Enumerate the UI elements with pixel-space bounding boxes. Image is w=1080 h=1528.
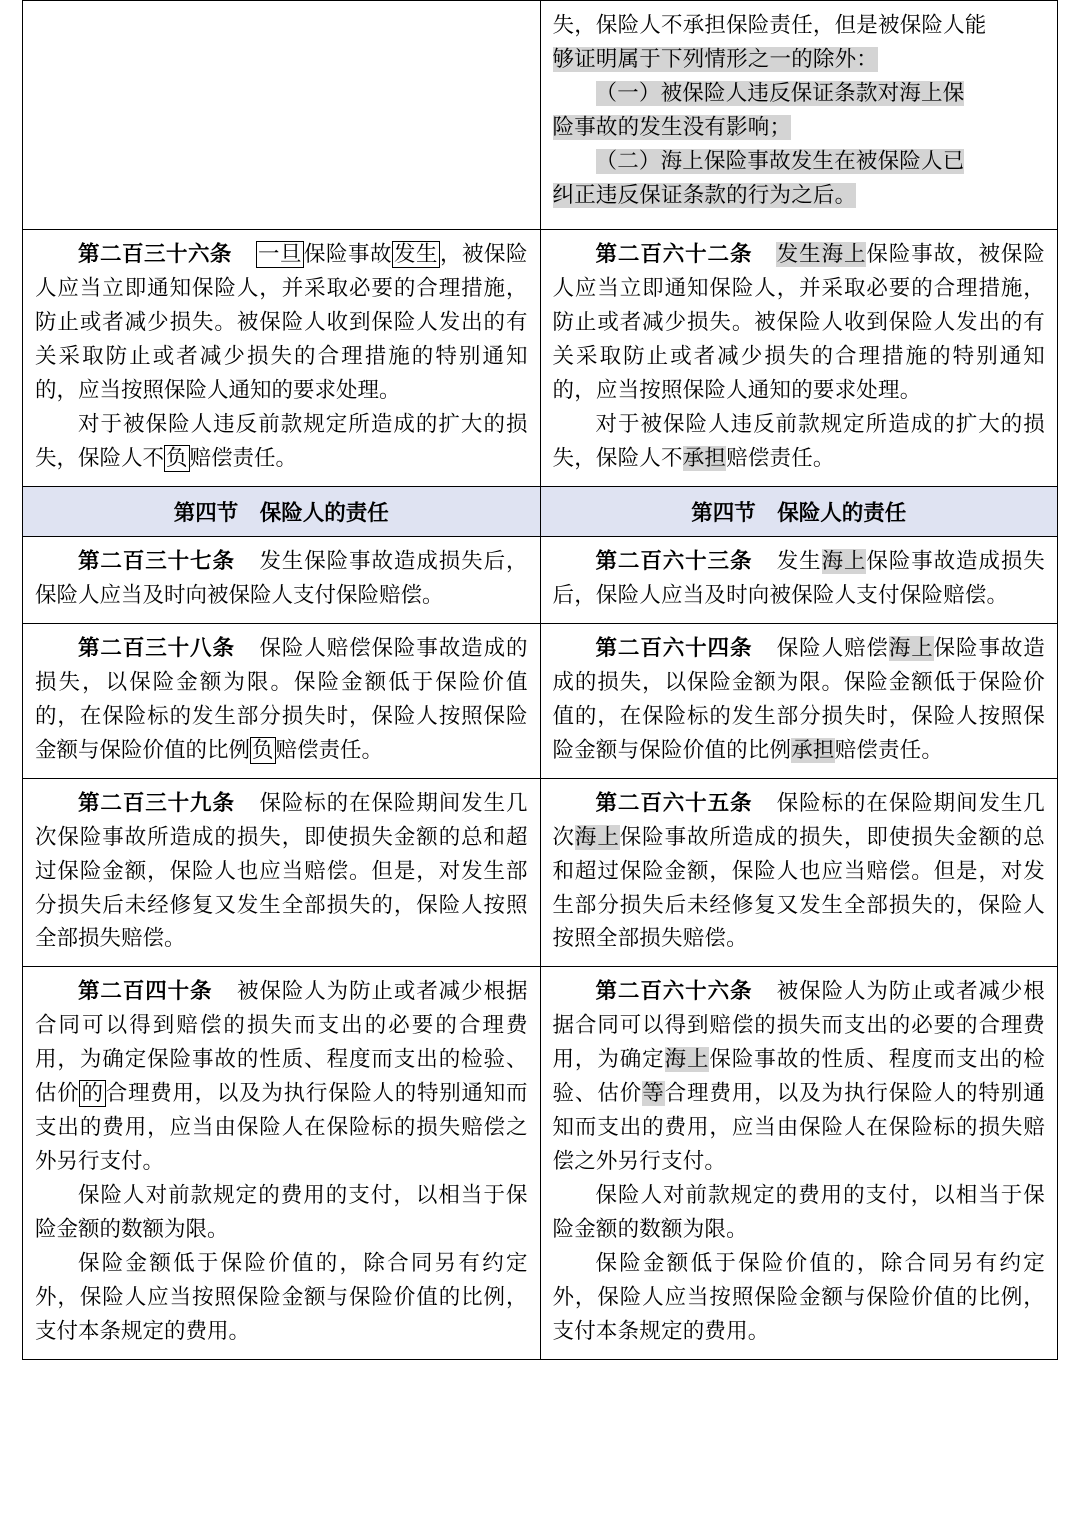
boxed-text: 的 — [81, 1081, 104, 1107]
article-number: 第二百四十条 — [78, 979, 213, 1005]
body-text: 保险人对前款规定的费用的支付，以相当于保险金额的数额为限。 — [35, 1183, 528, 1243]
section-heading-right — [540, 486, 1058, 536]
table-cell-left — [23, 536, 541, 623]
article-number: 第二百三十七条 — [78, 548, 235, 574]
section-heading-left — [23, 486, 541, 536]
article-number: 第二百六十五条 — [595, 790, 753, 816]
paragraph — [553, 238, 1046, 408]
body-text: 合理费用，以及为执行保险人的特别通知而支出的费用，应当由保险人在保险标的损失赔偿之外另行支付。 — [552, 1081, 1045, 1175]
highlighted-text: 等 — [642, 1081, 665, 1107]
body-text: 发生 — [776, 548, 822, 574]
body-text: 赔偿责任。 — [726, 445, 835, 471]
article-number: 第二百六十三条 — [595, 548, 753, 574]
boxed-text: 负 — [252, 737, 274, 763]
table-cell-right — [540, 536, 1058, 623]
comparison-table — [22, 0, 1058, 1360]
paragraph — [553, 408, 1046, 476]
table-cell-right — [540, 230, 1058, 487]
highlighted-text: 够证明属于下列情形之一的除外： — [552, 46, 879, 72]
paragraph — [35, 408, 528, 476]
body-text: 保险人对前款规定的费用的支付，以相当于保险金额的数额为限。 — [552, 1183, 1045, 1243]
highlighted-text: 海上 — [664, 1047, 710, 1073]
table-body — [23, 1, 1058, 1360]
body-text: 保险事故所造成的损失，即使损失金额的总和超过保险金额，保险人也应当赔偿。但是，对发生部分损失后未经修复又发生全部损失的，保险人按照全部损失赔偿。 — [552, 824, 1045, 952]
paragraph — [553, 632, 1046, 768]
highlighted-text: 发生海上 — [776, 242, 867, 267]
paragraph — [35, 1247, 528, 1349]
body-text: 被保险人为防止或者减少根据合同可以得到赔偿的损失而支出的必要的合理费用，为确定保险事故的性质、程度而支出的检验、估价 — [35, 979, 528, 1107]
body-text: 保险人赔偿保险事故造成的损失，以保险金额为限。保险金额低于保险价值的，在保险标的发生部分损失时，保险人按照保险金额与保险价值的比例 — [35, 635, 528, 763]
article-number: 第二百六十二条 — [595, 242, 753, 267]
body-text: 保险标的在保险期间发生几次保险事故所造成的损失，即使损失金额的总和超过保险金额，保险人也应当赔偿。但是，对发生部分损失后未经修复又发生全部损失的，保险人按照全部损失赔偿。 — [35, 790, 528, 952]
article-number: 第二百三十六条 — [78, 242, 232, 267]
table-cell-left — [23, 967, 541, 1360]
body-text: 保险事故造成损失后，保险人应当及时向被保险人支付保险赔偿。 — [552, 548, 1045, 608]
table-cell-left — [23, 230, 541, 487]
highlighted-text: 险事故的发生没有影响； — [552, 114, 792, 140]
body-text: 赔偿责任。 — [275, 737, 384, 763]
paragraph — [553, 787, 1046, 957]
paragraph — [553, 77, 1046, 111]
paragraph — [553, 1179, 1046, 1247]
paragraph — [553, 179, 1046, 213]
body-text: 对于被保险人违反前款规定所造成的扩大的损失，保险人不 — [552, 411, 1045, 471]
table-cell-right — [540, 967, 1058, 1360]
body-text: 保险事故造成的损失，以保险金额为限。保险金额低于保险价值的，在保险标的发生部分损失时，保险人按照保险金额与保险价值的比例 — [552, 635, 1045, 763]
body-text: ，被保险人应当立即通知保险人，并采取必要的合理措施，防止或者减少损失。被保险人收到保险人发出的有关采取防止或者减少损失的合理措施的特别通知的，应当按照保险人通知的要求处理。 — [35, 242, 528, 403]
highlighted-text: （二）海上保险事故发生在被保险人已 — [595, 148, 965, 174]
table-row — [23, 967, 1058, 1360]
body-text: 保险人赔偿 — [776, 635, 889, 661]
page-bottom-spacer — [22, 1360, 1058, 1386]
body-text: 被保险人为防止或者减少根据合同可以得到赔偿的损失而支出的必要的合理费用，为确定 — [552, 979, 1046, 1073]
boxed-text: 负 — [166, 445, 188, 471]
paragraph — [553, 145, 1046, 179]
table-cell-right — [540, 778, 1058, 967]
section-number: 第四节 — [173, 500, 239, 526]
body-text: 对于被保险人违反前款规定所造成的扩大的损失，保险人不 — [35, 411, 528, 471]
paragraph — [35, 545, 528, 613]
body-text: 保险事故的性质、程度而支出的检验、估价 — [552, 1047, 1045, 1107]
table-cell-left — [23, 778, 541, 967]
body-text: 发生保险事故造成损失后，保险人应当及时向被保险人支付保险赔偿。 — [35, 548, 528, 608]
paragraph — [553, 545, 1046, 613]
table-row — [23, 778, 1058, 967]
body-text: 保险金额低于保险价值的，除合同另有约定外，保险人应当按照保险金额与保险价值的比例，支付本条规定的费用。 — [552, 1251, 1045, 1345]
paragraph — [553, 9, 1046, 43]
body-text: 保险金额低于保险价值的，除合同另有约定外，保险人应当按照保险金额与保险价值的比例，支付本条规定的费用。 — [35, 1251, 528, 1345]
highlighted-text: 承担 — [791, 737, 835, 763]
boxed-text: 发生 — [394, 242, 438, 267]
body-text: 保险事故 — [304, 242, 392, 267]
article-number: 第二百三十八条 — [78, 635, 235, 661]
paragraph — [35, 787, 528, 957]
table-cell-left — [23, 623, 541, 778]
section-title: 保险人的责任 — [259, 500, 389, 526]
article-number: 第二百六十四条 — [595, 635, 753, 661]
table-row — [23, 536, 1058, 623]
table-cell-right — [540, 623, 1058, 778]
paragraph — [35, 238, 528, 408]
table-row — [23, 230, 1058, 487]
highlighted-text: （一）被保险人违反保证条款对海上保 — [595, 80, 965, 106]
body-text: 保险事故，被保险人应当立即通知保险人，并采取必要的合理措施，防止或者减少损失。被保险人收到保险人发出的有关采取防止或者减少损失的合理措施的特别通知的，应当按照保险人通知的要求处理。 — [552, 242, 1045, 403]
body-text: 保险标的在保险期间发生几次 — [552, 790, 1046, 850]
paragraph — [553, 975, 1046, 1179]
section-number: 第四节 — [691, 500, 756, 526]
paragraph — [553, 111, 1046, 145]
boxed-text: 一旦 — [257, 242, 303, 267]
highlighted-text: 纠正违反保证条款的行为之后。 — [552, 182, 857, 208]
highlighted-text: 海上 — [888, 635, 934, 661]
section-title: 保险人的责任 — [777, 500, 907, 526]
paragraph — [553, 1247, 1046, 1349]
section-row — [23, 486, 1058, 536]
body-text: 合理费用，以及为执行保险人的特别通知而支出的费用，应当由保险人在保险标的损失赔偿之外另行支付。 — [35, 1081, 528, 1175]
paragraph — [35, 975, 528, 1179]
table-cell-right — [540, 1, 1058, 230]
highlighted-text: 海上 — [821, 548, 867, 574]
body-text: 失，保险人不承担保险责任，但是被保险人能 — [552, 13, 987, 38]
article-number: 第二百三十九条 — [78, 790, 235, 816]
article-number: 第二百六十六条 — [595, 979, 753, 1005]
paragraph — [35, 632, 528, 768]
highlighted-text: 承担 — [682, 445, 727, 471]
body-text: 赔偿责任。 — [834, 737, 944, 763]
highlighted-text: 海上 — [574, 824, 620, 850]
paragraph — [35, 1179, 528, 1247]
table-cell-left — [23, 1, 541, 230]
paragraph — [553, 43, 1046, 77]
body-text: 赔偿责任。 — [189, 445, 298, 471]
table-row — [23, 623, 1058, 778]
table-row — [23, 1, 1058, 230]
